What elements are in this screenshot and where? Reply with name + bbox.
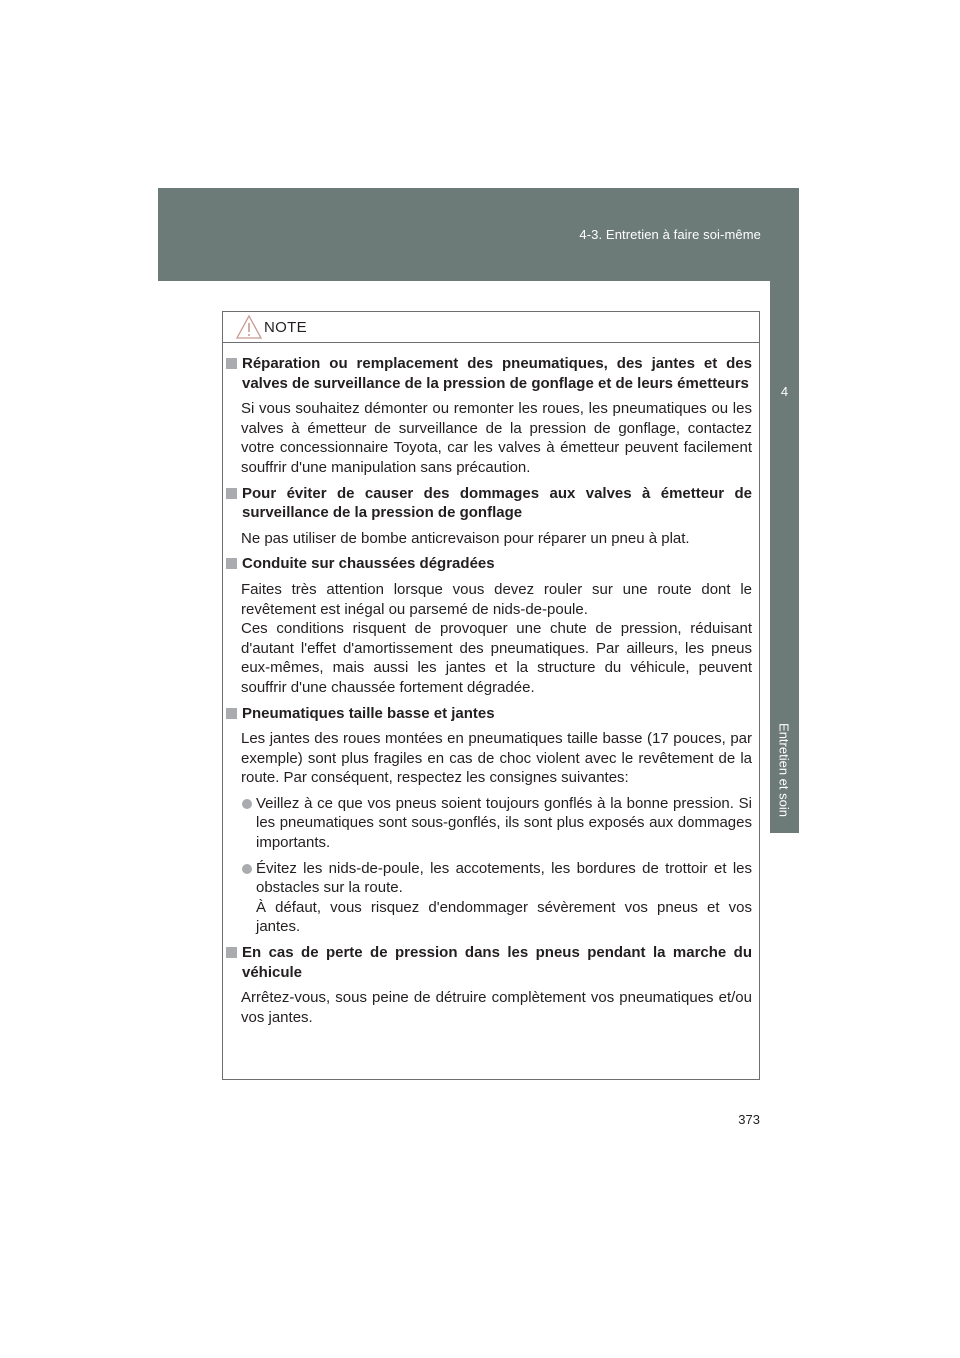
section-heading-text: Réparation ou remplacement des pneumatiques, des jantes et des valves de surveillance de la pression de gonflage et de leurs émetteurs bbox=[242, 355, 752, 392]
section-title: 4-3. Entretien à faire soi-même bbox=[579, 227, 761, 242]
square-bullet-icon bbox=[226, 358, 237, 369]
section-heading bbox=[226, 354, 752, 393]
chapter-label: Entretien et soin bbox=[776, 723, 792, 817]
section-heading-text: Pour éviter de causer des dommages aux valves à émetteur de surveillance de la pression de gonflage bbox=[242, 484, 752, 522]
section-text-line: Ces conditions risquent de provoquer une chute de pression, réduisant d'autant l'effet d'amortissement des pneumatiques. Par ailleurs, les pneus eux-mêmes, mais aussi les jantes et la structure du véhicule, peuvent souffrir d'une chaussée fortement dégradée. bbox=[241, 620, 752, 696]
list-item-line: À défaut, vous risquez d'endommager sévèrement vos pneus et vos jantes. bbox=[256, 898, 752, 936]
section-heading-text: Pneumatiques taille basse et jantes bbox=[242, 704, 495, 722]
section-heading-text: En cas de perte de pression dans les pneus pendant la marche du véhicule bbox=[242, 944, 752, 981]
note-header bbox=[223, 312, 759, 343]
section-heading-text: Conduite sur chaussées dégradées bbox=[242, 555, 495, 573]
section-text: Arrêtez-vous, sous peine de détruire complètement vos pneumatiques et/ou vos jantes. bbox=[241, 989, 752, 1026]
section-heading bbox=[226, 704, 752, 724]
note-section bbox=[226, 943, 752, 1027]
section-text-line: Faites très attention lorsque vous devez rouler sur une route dont le revêtement est inégal ou parsemé de nids-de-poule. bbox=[241, 580, 752, 618]
note-section bbox=[226, 354, 752, 478]
list-item bbox=[226, 859, 752, 937]
square-bullet-icon bbox=[226, 708, 237, 719]
note-section bbox=[226, 554, 752, 697]
circle-bullet-icon bbox=[242, 864, 252, 874]
warning-icon bbox=[235, 314, 263, 340]
page-number: 373 bbox=[738, 1112, 760, 1127]
note-section bbox=[226, 484, 752, 549]
square-bullet-icon bbox=[226, 558, 237, 569]
note-title: NOTE bbox=[264, 319, 307, 336]
section-text: Ne pas utiliser de bombe anticrevaison pour réparer un pneu à plat. bbox=[241, 529, 690, 547]
note-body bbox=[223, 343, 759, 1033]
note-box bbox=[222, 311, 760, 1080]
list-item bbox=[226, 794, 752, 853]
side-tab-top bbox=[770, 281, 799, 351]
section-heading bbox=[226, 943, 752, 982]
chapter-number-tab: 4 bbox=[770, 351, 799, 431]
section-heading bbox=[226, 484, 752, 523]
chapter-header-band bbox=[158, 188, 799, 281]
section-text bbox=[226, 580, 752, 698]
list-item-text bbox=[256, 859, 752, 937]
note-section bbox=[226, 704, 752, 938]
circle-bullet-icon bbox=[242, 799, 252, 809]
square-bullet-icon bbox=[226, 947, 237, 958]
square-bullet-icon bbox=[226, 488, 237, 499]
list-item-line: Évitez les nids-de-poule, les accotements, les bordures de trottoir et les obstacles sur la route. bbox=[256, 859, 752, 897]
section-text: Si vous souhaitez démonter ou remonter les roues, les pneumatiques ou les valves à émetteur de surveillance de la pression de gonflage, contactez votre concessionnaire Toyota, car les valves à émetteur peuvent facilement souffrir d'une manipulation sans précaution. bbox=[241, 400, 752, 476]
section-text: Les jantes des roues montées en pneumatiques taille basse (17 pouces, par exemple) sont plus fragiles en cas de choc violent avec le revêtement de la route. Par conséquent, respectez les consignes suivantes: bbox=[241, 730, 752, 787]
list-item-text: Veillez à ce que vos pneus soient toujours gonflés à la bonne pression. Si les pneumatiques sont sous-gonflés, ils sont plus exposés aux dommages importants. bbox=[256, 794, 752, 852]
section-heading bbox=[226, 554, 752, 574]
